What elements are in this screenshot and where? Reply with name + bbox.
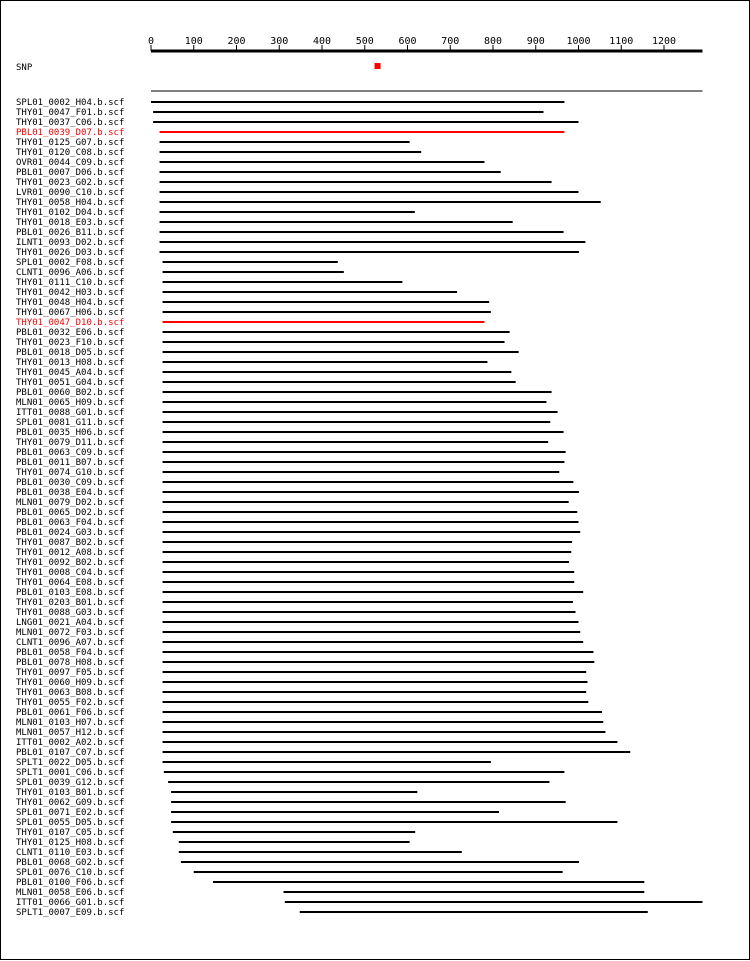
read-row — [16, 678, 587, 688]
read-label: PBL01_0035_H06.b.scf — [16, 428, 125, 438]
read-label: MLN01_0057_H12.b.scf — [16, 728, 125, 738]
read-label: THY01_0045_A04.b.scf — [16, 368, 125, 378]
position-axis — [148, 36, 702, 51]
read-row — [16, 178, 552, 188]
read-label: THY01_0012_A08.b.scf — [16, 548, 125, 558]
read-label: MLN01_0079_D02.b.scf — [16, 498, 125, 508]
read-label: THY01_0037_C06.b.scf — [16, 118, 125, 128]
read-row — [16, 428, 564, 438]
read-row — [16, 408, 558, 418]
read-label: SPL01_0039_G12.b.scf — [16, 778, 125, 788]
read-row — [16, 308, 491, 318]
read-label: MLN01_0058_E06.b.scf — [16, 888, 125, 898]
read-row — [16, 148, 421, 158]
read-row — [16, 878, 644, 888]
read-label: PBL01_0065_D02.b.scf — [16, 508, 125, 518]
read-label: THY01_0107_C05.b.scf — [16, 828, 125, 838]
read-label: CLNT1_0096_A06.b.scf — [16, 268, 125, 278]
axis-tick-label: 300 — [270, 36, 289, 47]
read-row — [16, 908, 648, 918]
read-label: THY01_0008_C04.b.scf — [16, 568, 125, 578]
read-row — [16, 868, 563, 878]
read-label: LNG01_0021_A04.b.scf — [16, 618, 125, 628]
snp-label: SNP — [16, 63, 33, 73]
read-row — [16, 318, 484, 328]
read-row — [16, 158, 484, 168]
read-row — [16, 888, 644, 898]
read-label: THY01_0013_H08.b.scf — [16, 358, 125, 368]
read-label: THY01_0125_G07.b.scf — [16, 138, 125, 148]
read-row — [16, 348, 519, 358]
read-row — [16, 468, 559, 478]
read-row — [16, 488, 579, 498]
read-row — [16, 818, 617, 828]
read-row — [16, 248, 579, 258]
read-row — [16, 848, 462, 858]
read-label: ITT01_0066_G01.b.scf — [16, 898, 125, 908]
read-row — [16, 368, 511, 378]
axis-tick-label: 600 — [398, 36, 417, 47]
read-label: PBL01_0058_F04.b.scf — [16, 648, 125, 658]
read-row — [16, 568, 574, 578]
read-row — [16, 238, 585, 248]
read-label: THY01_0063_B08.b.scf — [16, 688, 125, 698]
axis-tick-label: 1100 — [609, 36, 634, 47]
read-label: THY01_0125_H08.b.scf — [16, 838, 125, 848]
read-row — [16, 688, 586, 698]
read-row — [16, 298, 489, 308]
read-row — [16, 448, 566, 458]
read-label: SPL01_0055_D05.b.scf — [16, 818, 125, 828]
read-row — [16, 758, 491, 768]
read-row — [16, 98, 564, 108]
read-label: SPLT1_0001_C06.b.scf — [16, 768, 125, 778]
read-label: CLNT1_0096_A07.b.scf — [16, 638, 125, 648]
read-label: THY01_0097_F05.b.scf — [16, 668, 125, 678]
read-row — [16, 708, 602, 718]
read-row — [16, 778, 549, 788]
read-row — [16, 768, 564, 778]
read-list — [16, 98, 702, 918]
read-row — [16, 118, 579, 128]
read-label: THY01_0048_H04.b.scf — [16, 298, 125, 308]
read-label: PBL01_0103_E08.b.scf — [16, 588, 125, 598]
read-label: SPLT1_0007_E09.b.scf — [16, 908, 125, 918]
read-row — [16, 548, 571, 558]
read-row — [16, 418, 550, 428]
read-row — [16, 698, 588, 708]
read-row — [16, 648, 593, 658]
read-label: SPL01_0002_F08.b.scf — [16, 258, 125, 268]
read-label: THY01_0092_B02.b.scf — [16, 558, 125, 568]
read-row — [16, 228, 564, 238]
read-label: PBL01_0061_F06.b.scf — [16, 708, 125, 718]
read-label: THY01_0047_F01.b.scf — [16, 108, 125, 118]
read-row — [16, 168, 501, 178]
read-row — [16, 198, 601, 208]
read-label: PBL01_0011_B07.b.scf — [16, 458, 125, 468]
read-row — [16, 858, 579, 868]
read-row — [16, 798, 566, 808]
read-label: ITT01_0002_A02.b.scf — [16, 738, 125, 748]
read-row — [16, 218, 513, 228]
read-label: THY01_0111_C10.b.scf — [16, 278, 125, 288]
read-row — [16, 728, 605, 738]
read-label: MLN01_0103_H07.b.scf — [16, 718, 125, 728]
read-row — [16, 518, 579, 528]
axis-tick-label: 800 — [483, 36, 503, 47]
read-label: PBL01_0100_F06.b.scf — [16, 878, 125, 888]
read-row — [16, 388, 552, 398]
read-label: THY01_0047_D10.b.scf — [16, 318, 125, 328]
read-label: MLN01_0065_H09.b.scf — [16, 398, 125, 408]
read-label: PBL01_0078_H08.b.scf — [16, 658, 125, 668]
read-row — [16, 658, 594, 668]
read-label: PBL01_0107_C07.b.scf — [16, 748, 125, 758]
read-row — [16, 668, 586, 678]
read-label: PBL01_0038_E04.b.scf — [16, 488, 125, 498]
read-row — [16, 338, 505, 348]
read-label: THY01_0055_F02.b.scf — [16, 698, 125, 708]
read-label: ITT01_0088_G01.b.scf — [16, 408, 125, 418]
read-row — [16, 528, 580, 538]
read-row — [16, 588, 583, 598]
read-label: OVR01_0044_C09.b.scf — [16, 158, 125, 168]
read-label: SPL01_0071_E02.b.scf — [16, 808, 125, 818]
read-label: THY01_0058_H04.b.scf — [16, 198, 125, 208]
read-row — [16, 738, 617, 748]
read-row — [16, 788, 417, 798]
read-label: PBL01_0063_F04.b.scf — [16, 518, 125, 528]
read-label: PBL01_0060_B02.b.scf — [16, 388, 125, 398]
read-label: THY01_0067_H06.b.scf — [16, 308, 125, 318]
read-label: PBL01_0026_B11.b.scf — [16, 228, 125, 238]
alignment-diagram — [1, 1, 750, 961]
read-row — [16, 358, 487, 368]
read-row — [16, 328, 510, 338]
read-label: THY01_0120_C08.b.scf — [16, 148, 125, 158]
read-label: THY01_0023_G02.b.scf — [16, 178, 125, 188]
read-label: SPL01_0076_C10.b.scf — [16, 868, 125, 878]
read-label: LVR01_0090_C10.b.scf — [16, 188, 125, 198]
read-label: SPL01_0081_G11.b.scf — [16, 418, 125, 428]
read-label: THY01_0087_B02.b.scf — [16, 538, 125, 548]
read-row — [16, 638, 583, 648]
read-label: THY01_0026_D03.b.scf — [16, 248, 125, 258]
axis-tick-label: 100 — [184, 36, 203, 47]
axis-tick-label: 200 — [227, 36, 246, 47]
read-label: THY01_0088_G03.b.scf — [16, 608, 125, 618]
read-row — [16, 578, 574, 588]
read-label: THY01_0051_G04.b.scf — [16, 378, 125, 388]
read-label: PBL01_0024_G03.b.scf — [16, 528, 125, 538]
read-row — [16, 608, 576, 618]
read-label: PBL01_0030_C09.b.scf — [16, 478, 125, 488]
read-row — [16, 828, 415, 838]
read-row — [16, 718, 603, 728]
read-row — [16, 808, 499, 818]
read-row — [16, 258, 338, 268]
axis-tick-label: 0 — [147, 36, 155, 47]
axis-tick-label: 400 — [312, 36, 332, 47]
read-label: SPL01_0002_H04.b.scf — [16, 98, 125, 108]
read-label: THY01_0203_B01.b.scf — [16, 598, 125, 608]
read-row — [16, 378, 516, 388]
read-row — [16, 128, 564, 138]
read-row — [16, 188, 579, 198]
read-label: THY01_0018_E03.b.scf — [16, 218, 125, 228]
read-row — [16, 268, 344, 278]
read-label: ILNT1_0093_D02.b.scf — [16, 238, 125, 248]
read-row — [16, 628, 580, 638]
read-row — [16, 278, 402, 288]
read-label: THY01_0079_D11.b.scf — [16, 438, 125, 448]
axis-tick-label: 700 — [441, 36, 460, 47]
snp-track — [16, 63, 381, 73]
read-label: THY01_0102_D04.b.scf — [16, 208, 125, 218]
snp-marker — [375, 63, 381, 69]
read-label: PBL01_0018_D05.b.scf — [16, 348, 125, 358]
read-row — [16, 108, 543, 118]
read-row — [16, 498, 569, 508]
read-row — [16, 288, 457, 298]
read-label: THY01_0023_F10.b.scf — [16, 338, 125, 348]
read-label: THY01_0064_E08.b.scf — [16, 578, 125, 588]
read-row — [16, 838, 410, 848]
read-label: SPLT1_0022_D05.b.scf — [16, 758, 125, 768]
read-row — [16, 208, 415, 218]
read-row — [16, 748, 630, 758]
read-row — [16, 508, 577, 518]
read-label: MLN01_0072_F03.b.scf — [16, 628, 125, 638]
read-row — [16, 598, 573, 608]
read-row — [16, 438, 548, 448]
read-row — [16, 398, 546, 408]
read-label: THY01_0060_H09.b.scf — [16, 678, 125, 688]
read-row — [16, 538, 572, 548]
read-label: PBL01_0068_G02.b.scf — [16, 858, 125, 868]
read-label: THY01_0103_B01.b.scf — [16, 788, 125, 798]
read-label: CLNT1_0110_E03.b.scf — [16, 848, 125, 858]
read-label: THY01_0074_G10.b.scf — [16, 468, 125, 478]
read-row — [16, 558, 569, 568]
read-row — [16, 138, 410, 148]
read-label: PBL01_0039_D07.b.scf — [16, 128, 125, 138]
axis-tick-label: 1200 — [651, 36, 677, 47]
read-label: PBL01_0007_D06.b.scf — [16, 168, 125, 178]
read-row — [16, 618, 579, 628]
read-label: THY01_0042_H03.b.scf — [16, 288, 125, 298]
read-label: PBL01_0063_C09.b.scf — [16, 448, 125, 458]
read-label: PBL01_0032_E06.b.scf — [16, 328, 125, 338]
read-label: THY01_0062_G09.b.scf — [16, 798, 125, 808]
axis-tick-label: 500 — [355, 36, 374, 47]
read-row — [16, 898, 702, 908]
axis-tick-label: 1000 — [566, 36, 591, 47]
read-row — [16, 478, 573, 488]
axis-tick-label: 900 — [526, 36, 545, 47]
read-row — [16, 458, 564, 468]
